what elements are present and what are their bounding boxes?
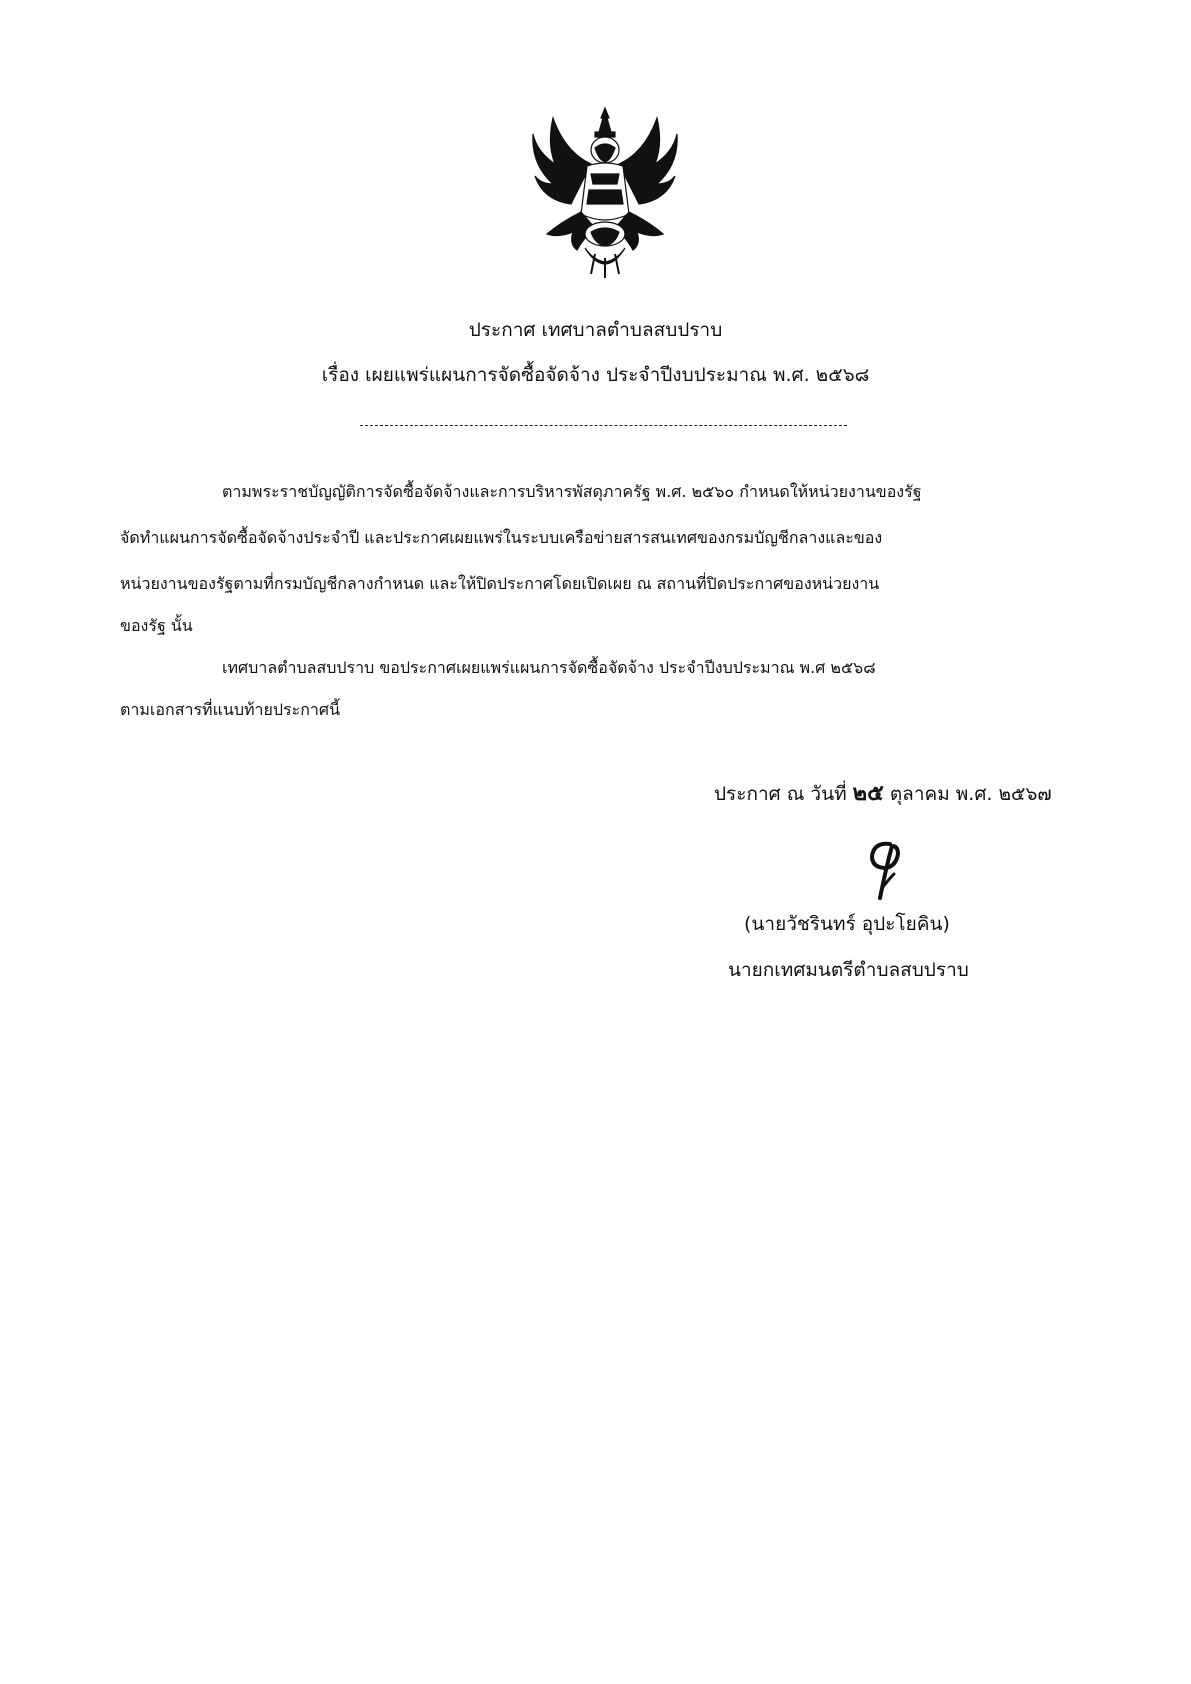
paragraph-line: ตามพระราชบัญญัติการจัดซื้อจัดจ้างและการบริหารพัสดุภาครัฐ พ.ศ. ๒๕๖๐ กำหนดให้หน่วยงานของรัฐ	[222, 482, 922, 501]
garuda-emblem-icon	[525, 104, 685, 280]
paragraph-line: ของรัฐ นั้น	[120, 616, 193, 635]
date-prefix: ประกาศ ณ วันที่	[714, 783, 847, 805]
announcement-date	[714, 782, 1052, 806]
paragraph-line: ตามเอกสารที่แนบท้ายประกาศนี้	[120, 700, 340, 719]
dashed-divider	[360, 425, 847, 426]
paragraph-line: จัดทำแผนการจัดซื้อจัดจ้างประจำปี และประกาศเผยแพร่ในระบบเครือข่ายสารสนเทศของกรมบัญชีกลางและของ	[120, 528, 883, 547]
signer-name: (นายวัชรินทร์ อุปะโยคิน)	[744, 913, 950, 935]
announcement-title: ประกาศ เทศบาลตำบลสบปราบ	[468, 319, 723, 341]
paragraph-line: หน่วยงานของรัฐตามที่กรมบัญชีกลางกำหนด และให้ปิดประกาศโดยเปิดเผย ณ สถานที่ปิดประกาศของหน่วยงาน	[120, 574, 880, 593]
signature-icon	[860, 838, 910, 908]
announcement-subject: เรื่อง เผยแพร่แผนการจัดซื้อจัดจ้าง ประจำปีงบประมาณ พ.ศ. ๒๕๖๘	[321, 364, 870, 386]
signer-position: นายกเทศมนตรีตำบลสบปราบ	[728, 959, 969, 981]
paragraph-line: เทศบาลตำบลสบปราบ ขอประกาศเผยแพร่แผนการจัดซื้อจัดจ้าง ประจำปีงบประมาณ พ.ศ ๒๕๖๘	[222, 658, 876, 677]
date-suffix: ตุลาคม พ.ศ. ๒๕๖๗	[889, 783, 1052, 805]
date-day: ๒๕	[852, 781, 884, 806]
